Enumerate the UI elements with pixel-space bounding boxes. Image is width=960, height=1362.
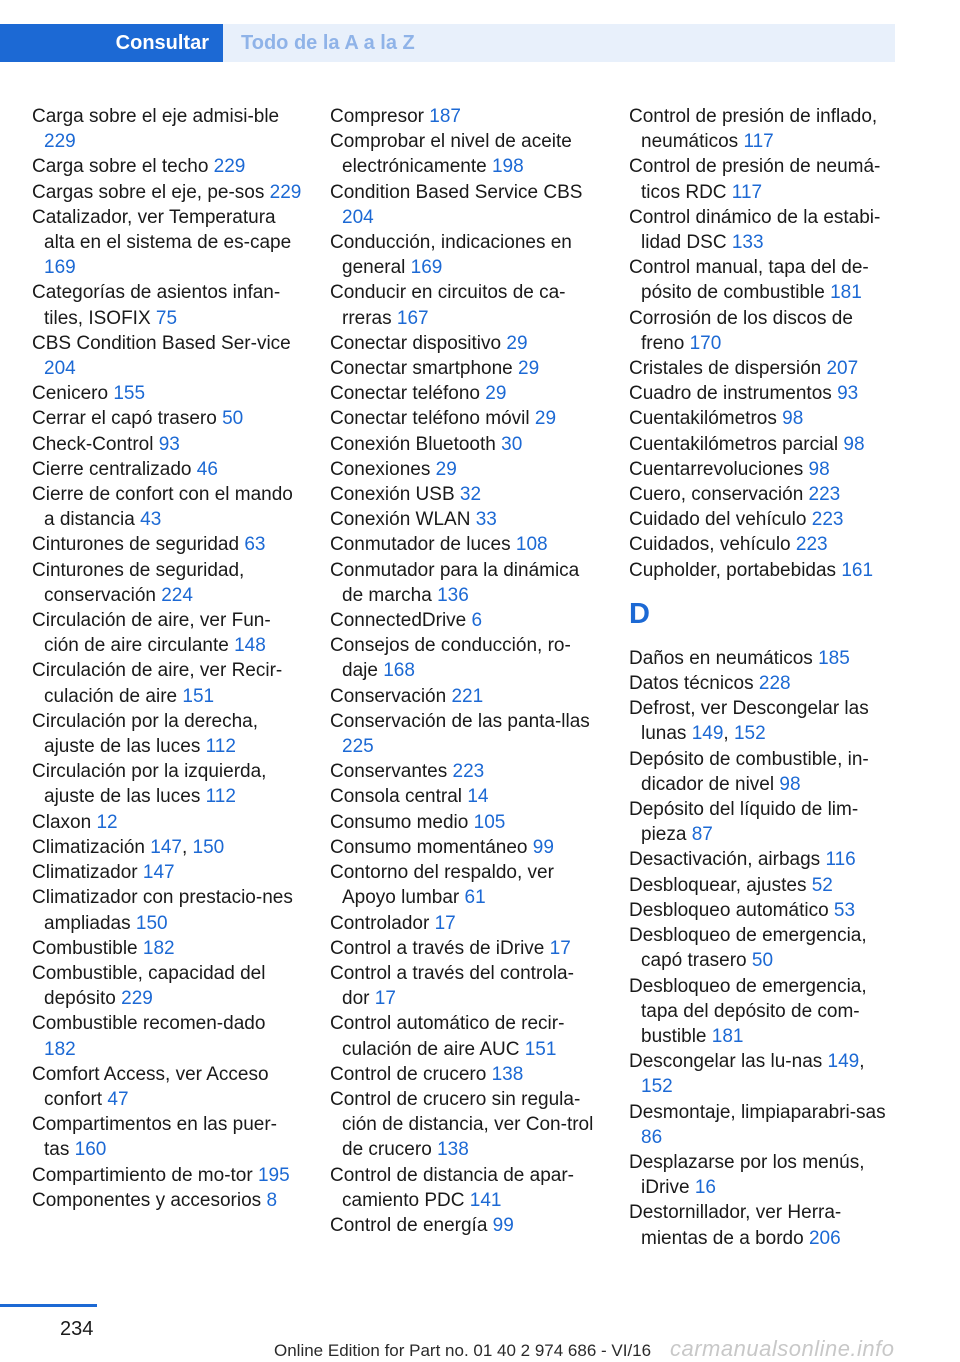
index-entry (32, 180, 302, 205)
page-link[interactable]: 223 (811, 509, 844, 531)
page-number: 234 (60, 1318, 94, 1340)
page-link[interactable]: 112 (205, 786, 236, 808)
page-link[interactable]: 187 (429, 106, 461, 127)
index-entry (629, 898, 899, 923)
index-entry: Descongelar las lu‐nas 149, 152 (629, 1051, 865, 1098)
entry-term: Control de presión de neumá‐ticos RDC (629, 156, 881, 203)
page-link[interactable]: 93 (837, 383, 859, 405)
entry-term: Claxon (32, 811, 92, 833)
page-link[interactable]: 181 (711, 1025, 744, 1047)
page-link[interactable]: 229 (269, 181, 302, 203)
entry-term: Conducir en circuitos de ca‐rreras (330, 282, 566, 329)
page-link[interactable]: 52 (811, 874, 833, 896)
page-link[interactable]: 112 (205, 736, 236, 758)
page-link[interactable]: 29 (518, 358, 540, 380)
page-link[interactable]: 182 (44, 1038, 76, 1060)
page-link[interactable]: 182 (142, 937, 175, 959)
index-entry (629, 381, 899, 406)
entry-term: Control de energía (330, 1214, 488, 1236)
entry-term: Depósito de combustible, in‐dicador de nivel (629, 748, 869, 795)
entry-term: Conectar teléfono móvil (330, 408, 530, 430)
page-link[interactable]: 151 (182, 685, 215, 707)
index-entry (32, 1163, 302, 1188)
entry-term: Circulación por la derecha, ajuste de las luces (32, 710, 259, 758)
index-entry (330, 860, 600, 910)
index-entry (629, 482, 899, 507)
entry-term: Cuero, conservación (629, 484, 804, 506)
entry-term: Depósito del líquido de lim‐pieza (629, 799, 859, 846)
index-entry (330, 457, 600, 482)
page-link[interactable]: 141 (469, 1189, 502, 1211)
entry-term: Compartimiento de mo‐tor (32, 1164, 253, 1186)
footer-rule (0, 1304, 97, 1307)
entry-term: Cuidados, vehículo (629, 534, 791, 556)
index-entry (32, 457, 302, 482)
page-link[interactable]: 8 (266, 1189, 278, 1211)
entry-term: Carga sobre el eje admisi‐ble (32, 106, 280, 127)
index-entry (330, 432, 600, 457)
page-link[interactable]: 169 (44, 257, 76, 279)
page-link[interactable]: 224 (161, 584, 193, 606)
edition-note: Online Edition for Part no. 01 40 2 974 686 - VI/16 (274, 1341, 652, 1360)
index-entry (629, 255, 899, 305)
page-link[interactable]: 150 (192, 836, 225, 858)
page-link[interactable]: 30 (501, 433, 523, 455)
page-link[interactable]: 50 (751, 950, 774, 972)
entry-term: Conexión USB (330, 484, 455, 506)
index-entry (32, 658, 302, 708)
entry-term: Conmutador de luces (330, 534, 511, 556)
index-entry (330, 1163, 600, 1213)
page-link[interactable]: 99 (492, 1214, 514, 1236)
page-link[interactable]: 98 (843, 433, 865, 455)
page-link[interactable]: 75 (155, 307, 178, 329)
entry-term: Comprobar el nivel de aceite electrónicamente (330, 131, 572, 178)
entry-term: Cuentakilómetros (629, 408, 777, 430)
entry-term: Cinturones de seguridad, conservación (32, 559, 245, 606)
index-entry (629, 1150, 899, 1200)
page-link[interactable]: 169 (410, 257, 443, 279)
entry-term: Consumo medio (330, 811, 469, 833)
entry-term: Control automático de recir‐culación de aire AUC (330, 1013, 565, 1060)
page-link[interactable]: 117 (731, 181, 763, 203)
index-entry (330, 961, 600, 1011)
page-link[interactable]: 133 (731, 232, 764, 254)
page-link[interactable]: 167 (396, 307, 429, 329)
index-column-3 (629, 104, 899, 1251)
entry-term: Desbloquear, ajustes (629, 874, 807, 896)
entry-term: Conservación (330, 685, 447, 707)
page-link[interactable]: 181 (830, 282, 862, 304)
page-link[interactable]: 228 (758, 673, 791, 695)
index-entry (330, 1011, 600, 1061)
entry-term: ConnectedDrive (330, 610, 467, 632)
index-entry (629, 847, 899, 872)
entry-term: Defrost, ver Descongelar las lunas (629, 698, 869, 745)
entry-term: Combustible, capacidad del depósito (32, 962, 266, 1010)
page-link[interactable]: 43 (140, 509, 162, 531)
index-entry (629, 406, 899, 431)
index-entry (330, 633, 600, 683)
entry-term: Cuentakilómetros parcial (629, 433, 839, 455)
index-entry (32, 381, 302, 406)
index-entry (330, 835, 600, 860)
page-link[interactable]: 6 (471, 610, 483, 632)
page-link[interactable]: 229 (121, 988, 153, 1010)
index-entry (32, 810, 302, 835)
page-link[interactable]: 148 (234, 635, 266, 657)
index-entry (32, 608, 302, 658)
section-letter: D (629, 597, 650, 630)
index-entry (629, 974, 899, 1050)
entry-term: Daños en neumáticos (629, 647, 813, 669)
page-link[interactable]: 147 (150, 836, 182, 858)
index-entry (330, 911, 600, 936)
entry-term: Carga sobre el techo (32, 156, 209, 178)
page-link[interactable]: 29 (534, 408, 557, 430)
index-entry (330, 784, 600, 809)
index-entry (32, 532, 302, 557)
index-entry (32, 860, 302, 885)
index-entry: Climatización 147, 150 (32, 836, 225, 858)
page-link[interactable]: 32 (459, 484, 482, 506)
page-link[interactable]: 150 (135, 912, 168, 934)
entry-term: Conexión WLAN (330, 509, 471, 531)
entry-term: Compresor (330, 106, 424, 127)
page-link[interactable]: 12 (96, 811, 118, 833)
page-link[interactable]: 86 (641, 1126, 663, 1148)
entry-term: Cierre centralizado (32, 458, 192, 480)
entry-term: Control de presión de inflado, neumáticos (629, 106, 878, 153)
index-entry (330, 381, 600, 406)
index-entry (629, 923, 899, 973)
entry-term: Desplazarse por los menús, iDrive (629, 1151, 865, 1199)
page-link[interactable]: 149 (827, 1051, 860, 1073)
page-link[interactable]: 93 (158, 433, 180, 455)
page-link[interactable]: 29 (435, 458, 457, 480)
page-link[interactable]: 198 (491, 156, 524, 178)
entry-term: CBS Condition Based Ser‐vice (32, 332, 291, 354)
page-link[interactable]: 136 (437, 584, 469, 606)
index-entry (32, 1011, 302, 1061)
page-link[interactable]: 46 (196, 458, 218, 480)
entry-term: Cupholder, portabebidas (629, 559, 837, 581)
entry-term: Cuadro de instrumentos (629, 383, 832, 405)
entry-term: Desbloqueo de emergencia, tapa del depósito de com‐bustible (629, 975, 867, 1047)
index-entry (32, 1188, 302, 1213)
index-entry (629, 747, 899, 797)
entry-term: Combustible (32, 937, 138, 959)
page-link[interactable]: 223 (452, 761, 485, 783)
entry-term: Desactivación, airbags (629, 849, 821, 871)
entry-term: Control de distancia de apar‐camiento PDC (330, 1164, 574, 1211)
entry-term: Conexiones (330, 458, 431, 480)
index-entry (330, 482, 600, 507)
index-entry (330, 684, 600, 709)
entry-term: Check-Control (32, 433, 154, 455)
index-entry (330, 1087, 600, 1163)
entry-term: Combustible recomen‐dado (32, 1013, 266, 1035)
index-entry (32, 205, 302, 281)
page-link[interactable]: 87 (691, 824, 713, 846)
index-entry (330, 532, 600, 557)
index-entry: Defrost, ver Descongelar las lunas 149, 152 (629, 698, 869, 745)
index-entry (330, 406, 600, 431)
page-link[interactable]: 105 (473, 811, 506, 833)
entry-term: Circulación por la izquierda, ajuste de las luces (32, 761, 267, 808)
page-link[interactable]: 33 (475, 509, 497, 531)
index-entry (330, 180, 600, 230)
index-entry (629, 558, 899, 583)
entry-term: Cierre de confort con el mando a distancia (32, 484, 293, 531)
page-link[interactable]: 225 (342, 736, 374, 758)
entry-term: Conexión Bluetooth (330, 433, 496, 455)
page-link[interactable]: 152 (641, 1076, 673, 1098)
index-entry (629, 1200, 899, 1250)
entry-term: Cuentarrevoluciones (629, 458, 804, 480)
page-link[interactable]: 185 (818, 647, 850, 669)
tab-todo-a-z[interactable]: Todo de la A a la Z (223, 24, 895, 62)
entry-term: Componentes y accesorios (32, 1189, 262, 1211)
page-link[interactable]: 204 (44, 358, 76, 380)
index-entry (32, 558, 302, 608)
index-entry (629, 356, 899, 381)
entry-term: Contorno del respaldo, ver Apoyo lumbar (330, 862, 554, 909)
page-link[interactable]: 223 (795, 534, 828, 556)
entry-term: Descongelar las lu‐nas (629, 1051, 823, 1073)
page-link[interactable]: 151 (524, 1038, 557, 1060)
index-entry (629, 671, 899, 696)
page-link[interactable]: 99 (532, 836, 554, 858)
index-entry (629, 205, 899, 255)
page-link[interactable]: 229 (213, 156, 246, 178)
entry-term: Cerrar el capó trasero (32, 408, 217, 430)
index-entry (330, 936, 600, 961)
entry-term: Cinturones de seguridad (32, 534, 240, 556)
entry-term: Desbloqueo de emergencia, capó trasero (629, 925, 867, 972)
entry-term: Cristales de dispersión (629, 358, 822, 380)
entry-term: Circulación de aire, ver Fun‐ción de aire circulante (32, 610, 271, 657)
entry-term: Desmontaje, limpiaparabri‐sas (629, 1101, 886, 1123)
entry-term: Corrosión de los discos de freno (629, 307, 853, 354)
index-entry (629, 104, 899, 154)
index-entry (32, 709, 302, 759)
page-link[interactable]: 204 (342, 206, 374, 228)
page-link[interactable]: 14 (467, 786, 489, 808)
page-link[interactable]: 17 (549, 937, 571, 959)
index-entry (629, 646, 899, 671)
page-link[interactable]: 61 (464, 887, 486, 909)
page-link[interactable]: 161 (841, 559, 874, 581)
page-link[interactable]: 149 (691, 723, 724, 745)
entry-term: Conservación de las panta‐llas (330, 710, 590, 732)
entry-term: Catalizador, ver Temperatura alta en el sistema de es‐cape (32, 206, 292, 254)
entry-term: Comfort Access, ver Acceso confort (32, 1063, 269, 1110)
page-link[interactable]: 152 (733, 723, 766, 745)
index-entry (629, 507, 899, 532)
entry-term: Climatizador (32, 862, 138, 884)
entry-term: Cargas sobre el eje, pe‐sos (32, 181, 265, 203)
page-link[interactable]: 229 (44, 131, 76, 153)
index-entry (330, 558, 600, 608)
entry-term: Climatización (32, 836, 145, 858)
entry-term: Consejos de conducción, ro‐daje (330, 635, 571, 682)
page-link[interactable]: 17 (434, 912, 456, 934)
page-link[interactable]: 207 (826, 358, 859, 380)
entry-term: Conectar smartphone (330, 358, 513, 380)
entry-term: Desbloqueo automático (629, 899, 829, 921)
entry-term: Conservantes (330, 761, 448, 783)
index-entry (32, 280, 302, 330)
index-entry (330, 280, 600, 330)
entry-term: Conmutador para la dinámica de marcha (330, 559, 580, 606)
index-entry (32, 482, 302, 532)
page-link[interactable]: 195 (257, 1164, 290, 1186)
index-entry (629, 154, 899, 204)
index-entry (330, 356, 600, 381)
page-link[interactable]: 16 (694, 1177, 716, 1199)
index-entry (629, 457, 899, 482)
entry-term: Conducción, indicaciones en general (330, 232, 572, 279)
entry-term: Consola central (330, 786, 463, 808)
index-entry (32, 885, 302, 935)
entry-term: Control manual, tapa del de‐pósito de combustible (629, 257, 869, 304)
index-entry (330, 331, 600, 356)
index-entry (32, 331, 302, 381)
index-entry (629, 1100, 899, 1150)
page-link[interactable]: 17 (374, 988, 396, 1010)
entry-term: Consumo momentáneo (330, 836, 528, 858)
page-link[interactable]: 98 (808, 458, 830, 480)
page-link[interactable]: 29 (485, 383, 507, 405)
index-entry (32, 432, 302, 457)
entry-term: Categorías de asientos infan‐tiles, ISOFIX (32, 282, 281, 329)
index-entry (629, 432, 899, 457)
index-entry (32, 961, 302, 1011)
index-entry (32, 154, 302, 179)
page-link[interactable]: 98 (779, 773, 801, 795)
entry-term: Conectar teléfono (330, 383, 480, 405)
index-entry (629, 797, 899, 847)
page-link[interactable]: 29 (506, 332, 528, 354)
index-entry (330, 1213, 600, 1238)
entry-term: Cenicero (32, 383, 109, 405)
page-link[interactable]: 98 (782, 408, 804, 430)
index-entry (629, 306, 899, 356)
page-link[interactable]: 117 (743, 131, 774, 153)
index-entry (330, 129, 600, 179)
index-entry (330, 810, 600, 835)
page-link[interactable]: 108 (515, 534, 548, 556)
header-tabbar (0, 24, 895, 62)
entry-term: Control a través del controla‐dor (330, 962, 574, 1010)
page-link[interactable]: 168 (383, 660, 415, 682)
index-entry (330, 709, 600, 759)
entry-term: Circulación de aire, ver Recir‐culación de aire (32, 660, 283, 707)
entry-term: Conectar dispositivo (330, 332, 502, 354)
index-column-1 (32, 104, 302, 1213)
page-link[interactable]: 160 (74, 1139, 107, 1161)
page-link[interactable]: 206 (808, 1227, 841, 1249)
index-entry (330, 104, 600, 129)
page-link[interactable]: 116 (825, 849, 856, 871)
index-entry (330, 1062, 600, 1087)
page-link[interactable]: 53 (833, 899, 856, 921)
index-entry (32, 406, 302, 431)
entry-term: Condition Based Service CBS (330, 181, 583, 203)
page-link[interactable]: 155 (113, 383, 146, 405)
entry-term: Control a través de iDrive (330, 937, 545, 959)
page-link[interactable]: 223 (808, 484, 841, 506)
index-entry (32, 936, 302, 961)
index-entry (32, 1062, 302, 1112)
index-entry (32, 1112, 302, 1162)
index-entry (629, 532, 899, 557)
entry-term: Control de crucero sin regula‐ción de distancia, ver Con‐trol de crucero (330, 1088, 594, 1161)
entry-term: Cuidado del vehículo (629, 509, 807, 531)
page-link[interactable]: 50 (222, 408, 244, 430)
index-entry (629, 873, 899, 898)
index-entry (330, 608, 600, 633)
index-entry (330, 759, 600, 784)
entry-term: Control dinámico de la estabi‐lidad DSC (629, 206, 881, 254)
page-link[interactable]: 63 (244, 534, 266, 556)
entry-term: Control de crucero (330, 1063, 487, 1085)
index-entry (32, 759, 302, 809)
watermark: carmanualsonline.info (670, 1336, 895, 1361)
entry-term: Controlador (330, 912, 430, 934)
index-entry (330, 507, 600, 532)
entry-term: Climatizador con prestacio‐nes ampliadas (32, 887, 293, 934)
tab-consultar[interactable]: Consultar (0, 24, 223, 62)
page-link[interactable]: 138 (437, 1139, 469, 1161)
entry-term: Datos técnicos (629, 673, 754, 695)
page-link[interactable]: 138 (491, 1063, 524, 1085)
index-entry (330, 230, 600, 280)
page-link[interactable]: 221 (451, 685, 484, 707)
index-column-2 (330, 104, 600, 1238)
page-link[interactable]: 47 (107, 1088, 129, 1110)
page-link[interactable]: 170 (689, 332, 722, 354)
entry-term: Destornillador, ver Herra‐mientas de a bordo (629, 1202, 842, 1249)
entry-term: Compartimentos en las puer‐tas (32, 1114, 277, 1161)
index-entry (32, 104, 302, 154)
page-link[interactable]: 147 (142, 862, 175, 884)
